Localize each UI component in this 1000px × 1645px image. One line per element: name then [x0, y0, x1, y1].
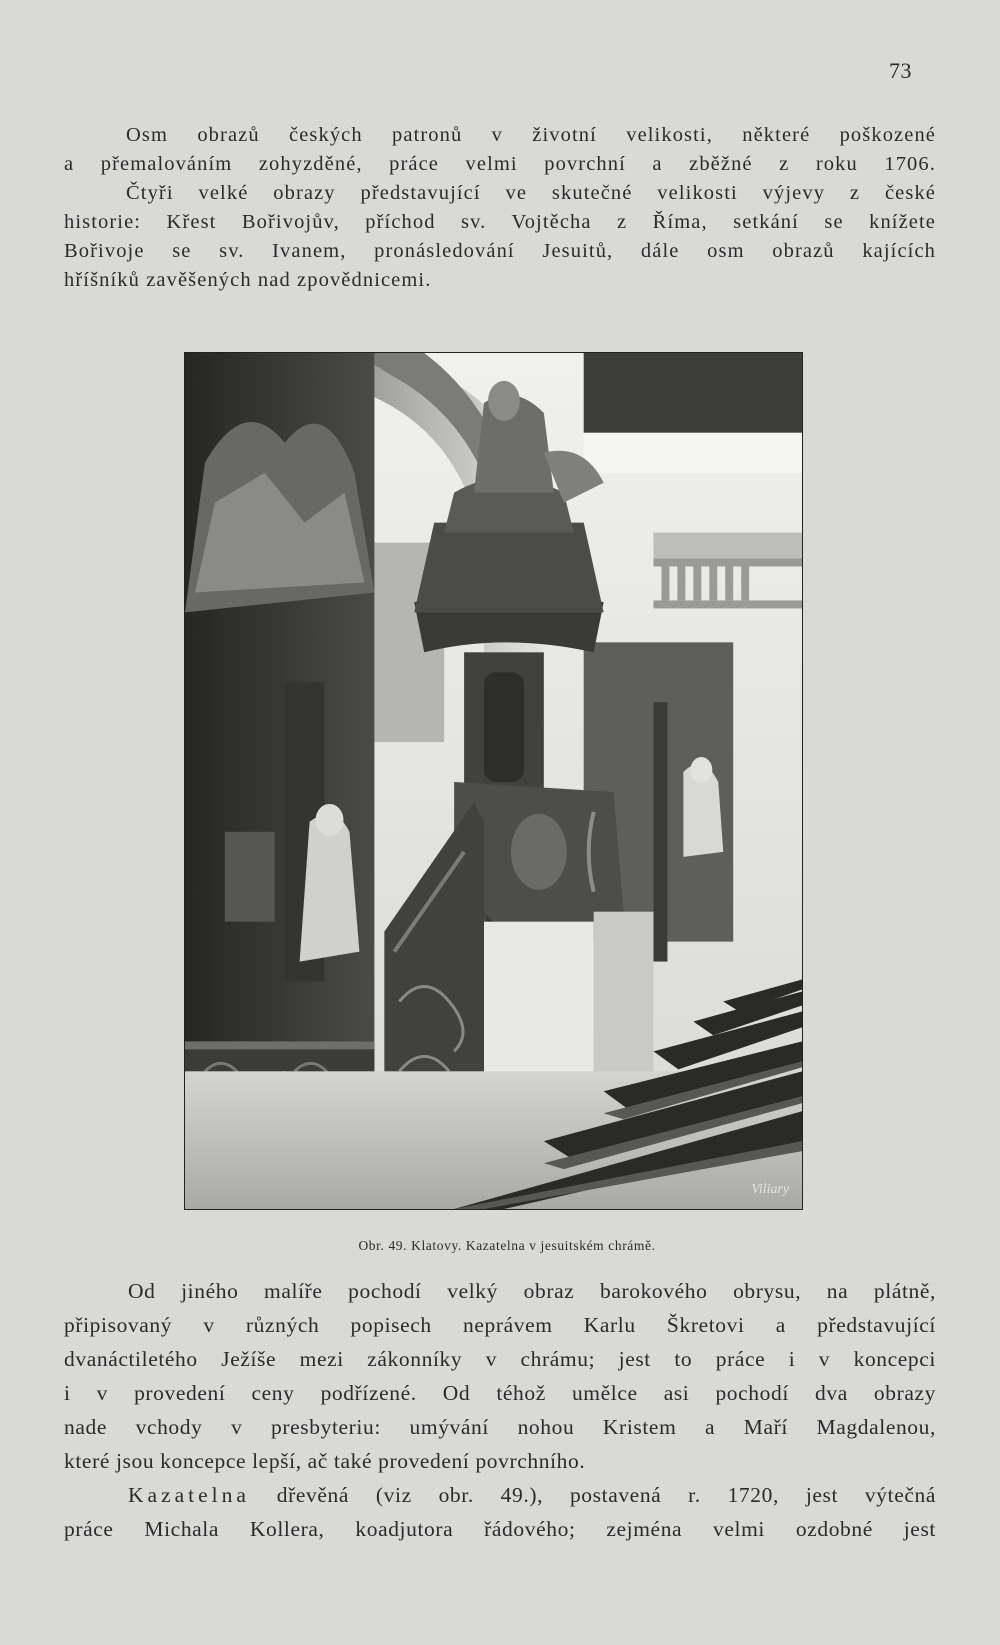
text-line: a přemalováním zohyzděné, práce velmi povrchní a zběžné z roku 1706. — [64, 153, 936, 175]
text-line: i v provedení ceny podřízené. Od téhož umělce asi pochodí dva obrazy — [64, 1381, 936, 1405]
text-line: Osm obrazů českých patronů v životní velikosti, některé poškozené — [126, 124, 936, 146]
text-line: nade vchody v presbyteriu: umývání nohou Kristem a Maří Magdalenou, — [64, 1415, 936, 1439]
kazatelna-rest: dřevěná (viz obr. 49.), postavená r. 1720, jest výtečná — [276, 1483, 936, 1507]
kazatelna-spaced-word: Kazatelna — [128, 1483, 250, 1507]
text-line: Bořivoje se sv. Ivanem, pronásledování Jesuitů, dále osm obrazů kajících — [64, 240, 936, 262]
text-line: Od jiného malíře pochodí velký obraz barokového obrysu, na plátně, — [128, 1279, 936, 1303]
artist-signature: Viliary — [751, 1182, 790, 1198]
pulpit-illustration — [185, 353, 802, 1209]
text-line: historie: Křest Bořivojův, příchod sv. Vojtěcha z Říma, setkání se knížete — [64, 211, 936, 233]
pulpit-photograph — [184, 352, 803, 1210]
text-line: Čtyři velké obrazy představující ve skutečné velikosti výjevy z české — [126, 182, 936, 204]
text-line: připisovaný v různých popisech neprávem Karlu Škretovi a představující — [64, 1313, 936, 1337]
text-line: hříšníků zavěšených nad zpovědnicemi. — [64, 269, 432, 291]
page-number: 73 — [889, 58, 912, 83]
top-paragraph — [64, 121, 936, 295]
text-line: dvanáctiletého Ježíše mezi zákonníky v chrámu; jest to práce i v koncepci — [64, 1347, 936, 1371]
text-line: práce Michala Kollera, koadjutora řádového; zejména velmi ozdobné jest — [64, 1517, 936, 1541]
text-line: které jsou koncepce lepší, ač také provedení povrchního. — [64, 1449, 586, 1473]
bottom-paragraph — [64, 1274, 936, 1546]
figure-caption: Obr. 49. Klatovy. Kazatelna v jesuitském chrámě. — [358, 1238, 656, 1253]
text-line-kazatelna — [64, 1478, 936, 1512]
